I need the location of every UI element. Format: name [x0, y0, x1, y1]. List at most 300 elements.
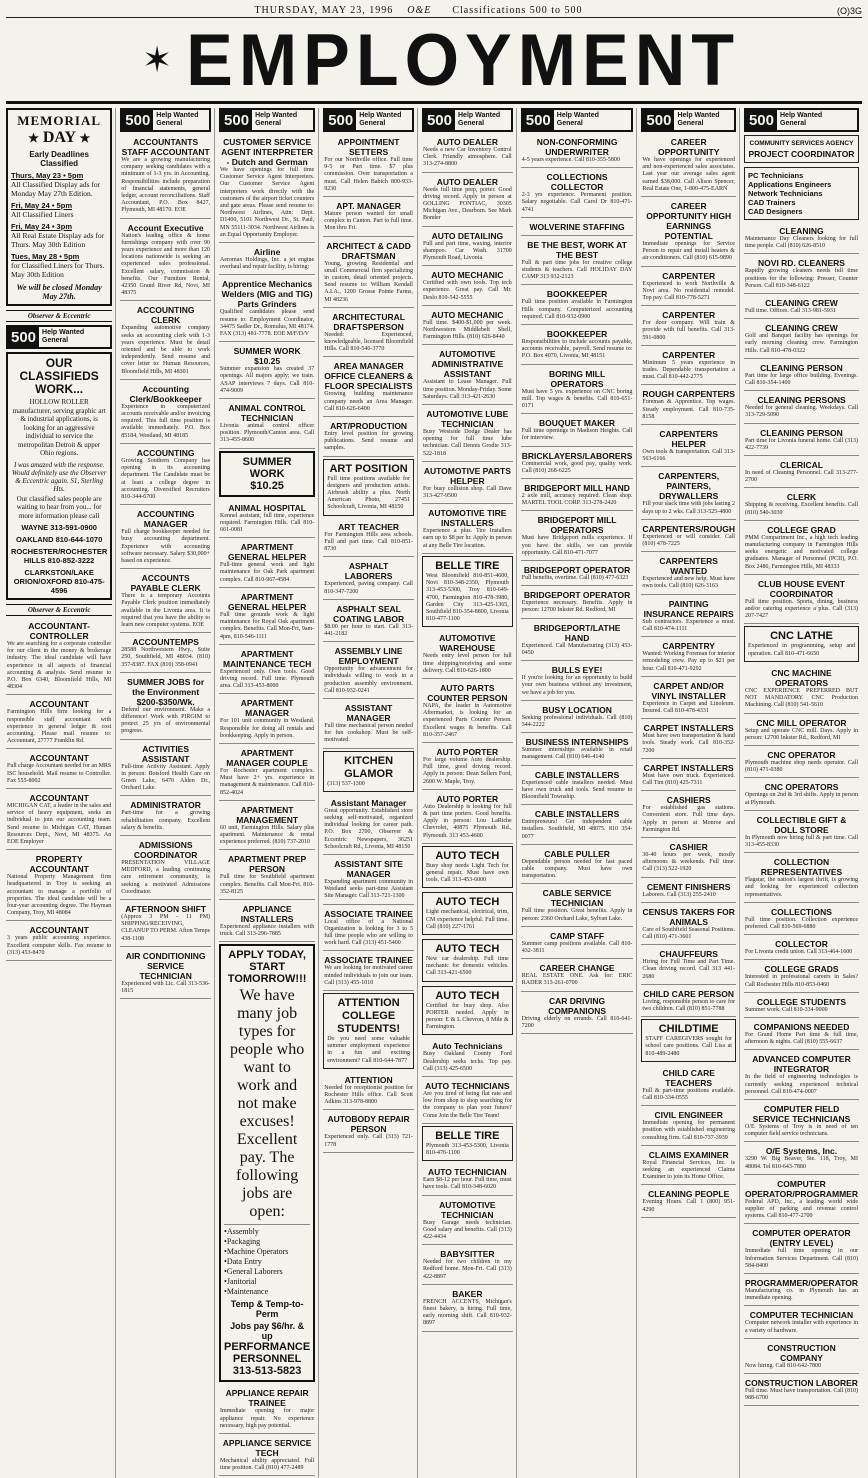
- ad-body: NAPA, the leader in Automotive Aftermarket, is looking for an experienced Parts Counter Person. Excellent wages & benefits. Call 810-357-2467: [422, 702, 512, 738]
- ad-body: (313) 537-1300: [327, 780, 365, 787]
- section-label-line2: General: [156, 120, 183, 127]
- memorial-day-word: DAY: [42, 129, 76, 146]
- classified-ad: [641, 1066, 736, 1106]
- ad-body: Full time position. Great benefits. Apply in person: 2360 Orchard Lake, Sylvan Lake.: [521, 908, 633, 922]
- feature-list-item: • General Laborers: [224, 1267, 310, 1277]
- ad-body: Expanding automotive company seeks an accounting clerk with 1-3 years experience. Must be detail oriented and be able to work independently. Send resume and cover letter to: Human Resources, Bloomfield Hills, MI 48301: [121, 325, 211, 375]
- ad-body: Openings on 2nd & 3rd shifts. Apply in person at Plymouth.: [744, 792, 858, 806]
- ad-body: Minimum 5 years experience in trades. Dependable transportation a must. Call 810-442-2775: [642, 359, 735, 381]
- classified-ad: [521, 220, 634, 236]
- classified-ad: [521, 327, 634, 365]
- classified-ad: [422, 792, 513, 844]
- ad-body: Full time position. Collection experience preferred. Call 810-569-6880: [744, 916, 858, 930]
- ad-body: Immediate opening for permanent position with established engineering consulting firm. Call 810-737-3939: [642, 1120, 735, 1141]
- classified-ad: [641, 135, 736, 197]
- ad-title: ACCOUNTANT: [29, 793, 89, 804]
- ad-title: COLLECTIONS: [771, 906, 832, 917]
- ad-body: Are you tired of being flat rate and low from shop to shop searching for the company to plan your future? Come Join the Belle Tire Team!: [422, 1091, 512, 1119]
- section-number: 500: [424, 110, 455, 130]
- section-label-line2: General: [458, 120, 485, 127]
- ad-body: Full time positions available for designers and production artists. Airbrush ability a plus. North American Photo, 27451 Schoolcraft, Livonia, MI 48150: [327, 475, 410, 511]
- classified-ad: [323, 359, 414, 417]
- section-label: [153, 112, 198, 128]
- ad-title: AUTO DEALER: [436, 137, 498, 147]
- ad-title: WOLVERINE STAFFING: [529, 221, 625, 232]
- header-date: [6, 5, 831, 16]
- ad-title: ART POSITION: [329, 462, 408, 475]
- ad-title: AUTOBODY REPAIR PERSON: [327, 1114, 410, 1135]
- ad-title: ACCOUNTANT-CONTROLLER: [28, 621, 90, 641]
- ad-body: Part-time for a growing rehabilitation company. Excellent salary & benefits.: [121, 810, 211, 831]
- page-number: (O)3G: [836, 5, 862, 16]
- ad-title: ACCOUNTANT: [29, 699, 89, 710]
- ad-title: ASSEMBLY LINE EMPLOYMENT: [334, 646, 403, 667]
- classified-ad: [744, 780, 859, 810]
- ad-body: Care of Southfield Seasonal Positions. Call (810) 471-3601: [642, 926, 735, 940]
- ad-body: Fill your slack time with jobs lasting 2 days up to 2 wks. Call 313-525-4800: [642, 501, 735, 515]
- classified-ad: [521, 367, 634, 415]
- ad-body: For our Northville office. Full time 9-5 or Part time. $7 plus commission. Over transportation a must. Call Helen Babich 800-933-9230: [324, 157, 413, 192]
- classified-ad: [521, 588, 634, 618]
- ad-title: COLLECTIONS COLLECTOR: [546, 172, 608, 193]
- classified-ad: [641, 840, 736, 878]
- ad-title: AUTO DEALER: [436, 176, 498, 187]
- ad-title: ART TEACHER: [338, 521, 400, 532]
- promo-phone: CLARKSTON/LAKE ORION/OXFORD 810-475-4596: [13, 568, 105, 595]
- ad-title: COMPANIONS NEEDED: [753, 1021, 850, 1032]
- ad-body: Foreman & Apprentice. Top wages. Steady employment. Call 810-735-8158: [642, 399, 735, 420]
- ad-title: CNC LATHE: [770, 630, 833, 643]
- ad-title: CARPENTERS, PAINTERS, DRYWALLERS: [658, 471, 720, 502]
- classified-ad: [744, 1341, 859, 1374]
- ad-title: BABYSITTER: [440, 1249, 495, 1260]
- ad-body: Part time for large office building. Evenings. Call 810-354-1400: [744, 372, 858, 387]
- section-label: [455, 112, 500, 128]
- deadline-what: for Classified Liners for Thurs. May 30th Edition: [11, 261, 105, 279]
- classified-ad: [641, 1148, 736, 1186]
- ad-body: Summer expansion has created 37 openings. All majors apply; we train. ASAP interviews 7 days. Call 810-474-9009: [220, 366, 315, 394]
- ad-title: CARPENTER: [662, 310, 716, 321]
- section-label: [777, 112, 822, 128]
- ad-body: Driving elderly on errands. Call 810-641-7200: [521, 1015, 633, 1029]
- ad-title: ASSOCIATE TRAINEE: [324, 955, 413, 966]
- ad-body: Full-time Activity Assistant. Apply in person: Botsford Health Care on Green Lake, 6470 Alden Dr., Orchard Lake.: [121, 763, 211, 792]
- ad-list: [641, 135, 736, 1218]
- classified-ad: [422, 1079, 513, 1124]
- ad-title: BOOKKEEPER: [546, 329, 608, 340]
- ad-title: CARPENTER: [662, 270, 716, 281]
- ad-body: Must have Bridgeport mills experience. If you have the skills, we can provide opportunity. Call 810-471-7077: [521, 535, 633, 556]
- ad-title: AUTOMOTIVE TIRE INSTALLERS: [428, 508, 507, 529]
- ad-title: ANIMAL HOSPITAL: [228, 502, 306, 513]
- classified-ad: [744, 666, 859, 714]
- section-number: 500: [8, 327, 39, 347]
- ad-body: Laborers. Call (313) 255-2410: [642, 891, 716, 898]
- ad-title: BUSINESS INTERNSHIPS: [525, 737, 629, 748]
- column-2: [120, 108, 215, 1478]
- ad-body: Experienced cable installers needed. Must have own truck and tools. Send resume to Bloomfield Township.: [521, 779, 633, 800]
- feature-phone: 313-513-5823: [232, 1365, 302, 1378]
- classified-ad: [641, 639, 736, 677]
- section-header: [521, 108, 634, 132]
- classified-ad: [120, 135, 211, 219]
- ad-title: CUSTOMER SERVICE AGENT INTERPRETER - Dutch and German: [221, 137, 314, 167]
- ad-body: 30-40 hours per week, mostly afternoons & weekends. Full time. Call (313) 522-1920: [642, 851, 735, 873]
- feature-list: [224, 1227, 310, 1297]
- classified-ad: [120, 303, 211, 379]
- feature-list-item: • Maintenance: [224, 1287, 310, 1297]
- classified-ad: [323, 701, 414, 749]
- classified-ad: [422, 175, 513, 227]
- feature-pay: Jobs pay $6/hr. & up: [230, 1321, 305, 1342]
- ad-title: BRICKLAYERS/LABORERS: [521, 450, 633, 461]
- ad-title: Auto Technicians: [432, 1041, 503, 1052]
- ad-title: CAREER OPPORTUNITY: [657, 137, 720, 157]
- classified-ad: [744, 1308, 859, 1338]
- classified-ad: [521, 170, 634, 218]
- ad-title: CIVIL ENGINEER: [654, 1110, 723, 1121]
- ad-body: Experience necessary. Benefits. Apply in person: 12700 Inkster Rd. Redford, MI: [521, 600, 633, 614]
- ad-body: 3 years public accounting experience. Excellent computer skills. Fax resume to (313) 453-8470: [7, 935, 112, 956]
- ad-title: APPLIANCE SERVICE TECH: [222, 1437, 312, 1458]
- section-header: [641, 108, 736, 132]
- ad-body: Plymouth machine shop needs operator. Call (810) 471-0380: [744, 759, 858, 774]
- section-label-line1: Help Wanted: [359, 112, 402, 119]
- ad-title: CABLE INSTALLERS: [534, 769, 620, 780]
- ad-body: 28588 Northwestern Hwy., Suite 250, Southfield, MI 48034. (810) 357-8387. FAX (810) 358-0941: [121, 647, 211, 668]
- classified-ad: [744, 224, 859, 254]
- ad-title: CNC OPERATOR: [767, 749, 836, 760]
- classified-ad: [422, 846, 513, 889]
- ad-title: ASPHALT SEAL COATING LABOR: [333, 603, 405, 624]
- classified-ad: [422, 229, 513, 267]
- ad-body: Plymouth 313-453-5300, Livonia 810-476-1100: [425, 1142, 509, 1157]
- ad-title: ARCHITECTURAL DRAFTSPERSON: [332, 311, 405, 332]
- classified-ad: [422, 1198, 513, 1246]
- ad-body: Commercial work, good pay, quality work. Call (810) 268-6225: [521, 460, 633, 474]
- feature-title: SUMMER WORK: [242, 455, 292, 480]
- ad-body: For Farmington Hills area schools. Full and part time. Call 810-851-8730: [324, 531, 413, 553]
- ad-body: Now hiring. Call 810-642-7800: [744, 1362, 821, 1369]
- classified-ad: [641, 947, 736, 985]
- classified-ad: [641, 1187, 736, 1217]
- classified-ad: [641, 554, 736, 594]
- section-label-line2: General: [677, 120, 704, 127]
- ad-title: CARPENTERS WANTED: [659, 556, 718, 577]
- ad-body: STAFF CAREGIVERS sought for school care positions. Call Lisa at 810-489-2480: [645, 1036, 732, 1057]
- ad-title: AUTOMOTIVE TECHNICIAN: [439, 1199, 496, 1220]
- ad-title: COLLEGE STUDENTS: [756, 996, 847, 1007]
- ad-title: CNC MACHINE OPERATORS: [771, 667, 832, 688]
- classified-ad: [521, 287, 634, 325]
- section-number: 500: [221, 110, 252, 130]
- ad-list: [744, 224, 859, 1406]
- ad-title: APARTMENT GENERAL HELPER: [227, 542, 307, 563]
- ad-body: Young, growing Residential and small Commercial firm specializing in custom, detail oriented projects. Send resume to: William Kendall A.I.A., 1200 Grosse Pointe Farms, MI 48236: [324, 260, 413, 303]
- integrator-item: CAD Trainers: [747, 198, 796, 207]
- ad-body: Royal Financial Services, Inc. is seeking an experienced Claims Examiner to join its Home Office.: [642, 1159, 735, 1181]
- classified-ad: [521, 621, 634, 661]
- ad-body: Nation's leading office & home furnishings company with over 90 years experience and more than 120 locations nationwide is seeking an experienced sales professional. Excellent salary, commission & benefits. Our Furniture Rental, 42350 Grand River Rd, Novi, MI 48375: [121, 232, 211, 297]
- classified-ad: [641, 1019, 736, 1062]
- classified-ad: [422, 892, 513, 935]
- ad-body: Auto Dealership is looking for full & part time porters. Good benefits. Apply in person: Lou LaRiche Chevrolet, 40875 Plymouth Rd., Plymouth. 313 453-4600: [422, 803, 512, 839]
- ad-body: Responsibilities to include accounts payable, accounts receivable, payroll. Send resume to: P.O. Box 4070, Livonia, MI 48151: [521, 339, 633, 360]
- ad-title: CABLE SERVICE TECHNICIAN: [542, 888, 612, 909]
- classified-ad: [422, 939, 513, 982]
- ad-title: CABLE INSTALLERS: [534, 809, 620, 820]
- classified-ad: [521, 416, 634, 446]
- classified-ad: [323, 310, 414, 358]
- ad-title: CARPENTRY: [662, 641, 715, 652]
- ad-body: Entrepreneurs! Get independent cable installers. Southfield, MI 48075. 810 354-0077: [521, 819, 633, 840]
- classified-ad: [521, 847, 634, 885]
- feature-list-item: • Packaging: [224, 1237, 310, 1247]
- classified-ad: [120, 571, 211, 633]
- memorial-day-notice: [6, 108, 112, 306]
- ad-title: CNC OPERATORS: [764, 782, 839, 793]
- column-7: [641, 108, 740, 1478]
- classified-ad: [641, 793, 736, 838]
- ad-title: ACCOUNTING MANAGER: [136, 509, 195, 530]
- ad-body: In need of Cleaning Personnel. Call 313-277-2700: [744, 470, 858, 484]
- classified-ad: [6, 619, 112, 695]
- section-label-line1: Help Wanted: [42, 329, 85, 336]
- ad-title: Airline: [253, 247, 281, 258]
- ad-body: Busy Garage needs technician. Good salary and benefits. Call (313) 422-4434: [422, 1219, 512, 1241]
- ad-title: COMPUTER OPERATOR/PROGRAMMER: [744, 1178, 858, 1199]
- section-header: [323, 108, 414, 132]
- ad-title: COMPUTER OPERATOR (ENTRY LEVEL): [752, 1228, 851, 1249]
- classified-ad: [120, 382, 211, 444]
- ad-body: Opportunity for advancement for individuals willing to work in a production assembly environment. Call 810-932-0241: [324, 666, 413, 694]
- classified-ad: [323, 993, 414, 1069]
- ad-title: BRIDGEPORT/LATHE HAND: [533, 622, 621, 643]
- classified-ad: [219, 902, 315, 942]
- column-5: [422, 108, 517, 1478]
- classified-ad: [422, 407, 513, 462]
- classified-ad: [521, 886, 634, 926]
- classified-ad: [744, 1276, 859, 1306]
- classified-ad: [219, 540, 315, 588]
- ad-title: ASSISTANT SITE MANAGER: [334, 858, 403, 879]
- ad-body: Needs full time prep, porter. Good driving record. Apply in person at GOLLING PONTIAC, 30305 Michigan Ave., Dearborn. See Mark Bonder: [422, 186, 512, 222]
- classified-ad: [219, 501, 315, 539]
- ad-body: PRESENTATION VILLAGE MEDFORD, a leading continuing care retirement community, is seeking a motivated Admissions Coordinator.: [121, 859, 211, 895]
- ad-body: Full time grounds work & light maintenance for Royal Oak apartment complex. Benefits. Call Mon-Fri, 9am-4pm, 810-546-1111: [220, 611, 315, 640]
- ad-body: Needs entry level person for full time shipping/receiving and some delivery. Call 810-626-1800: [422, 653, 512, 674]
- classified-ad: [219, 135, 315, 243]
- integrator-list-feature: [744, 167, 859, 220]
- newspaper-logo: Observer & Eccentric: [6, 310, 112, 322]
- page-header: [6, 4, 862, 18]
- integrator-item: Network Technicians: [747, 189, 823, 198]
- ad-title: Accounting Clerk/Bookkeeper: [129, 383, 202, 404]
- paper-name: O&E: [407, 5, 432, 16]
- ad-title: APARTMENT MANAGEMENT: [236, 804, 299, 825]
- classified-ad: [641, 269, 736, 307]
- classified-ad: [323, 239, 414, 308]
- feature-list-item: • Machine Operators: [224, 1247, 310, 1257]
- classified-ad: [641, 469, 736, 519]
- section-number: 500: [643, 110, 674, 130]
- ad-title: COLLEGE GRADS: [764, 964, 839, 975]
- ad-body: We are searching for a corporate controller for our client in the money & brokerage industry. The ideal candidate will have experience in all aspects of financial accounting & analysis. Send resume to P.O. Box 6340, Bloomfield Hills, MI 48304: [7, 641, 112, 691]
- ad-title: CLEANING PERSON: [760, 427, 843, 438]
- integrator-item: CAD Designers: [747, 207, 803, 216]
- ad-body: Sub contractors. Experience a must. Call 810-474-1111: [642, 618, 735, 632]
- ad-title: Apprentice Mechanics Welders (MIG and TIG) Parts Grinders: [221, 279, 313, 310]
- classified-ad: [521, 135, 634, 168]
- ad-body: For 101 unit community in Westland. Responsible for doing all rentals and bookkeeping. Apply in person.: [220, 718, 315, 739]
- classified-ad: [120, 446, 211, 505]
- classified-ad: [323, 602, 414, 642]
- classified-ad: [323, 644, 414, 699]
- section-label-line1: Help Wanted: [255, 112, 298, 119]
- ad-body: Expanding apartment community in Westland seeks part-time Assistant Site Manager. Call 313-721-1300: [324, 878, 413, 900]
- classified-ad: [120, 798, 211, 836]
- ad-title: APARTMENT PREP PERSON: [227, 854, 307, 875]
- ad-body: Full time. $400-$1,000 per week. Northwestern Middlebelt Shell, Farmington Hills. (810) 626-8440: [422, 319, 512, 341]
- employment-banner: [6, 18, 862, 104]
- classified-ad: [422, 1247, 513, 1285]
- classified-ad: [744, 458, 859, 488]
- ad-title: AUTOMOTIVE WAREHOUSE: [439, 633, 496, 654]
- classified-ad: [521, 513, 634, 561]
- ad-body: 60 unit, Farmington Hills. Salary plus apartment. Maintenance & rental experience preferred. (810) 737-2010: [220, 824, 315, 846]
- ad-body: 3290 W. Big Beaver, Ste. 118, Troy, MI 48084. Tel 810-643-7880: [744, 1156, 858, 1170]
- classified-ad: [120, 742, 211, 797]
- ad-body: Experienced and new help. Must have own tools. Call (810) 626-3163: [642, 576, 735, 590]
- ad-body: We are looking for motivated career minded individuals to join our team. Call (313) 455-1010: [324, 965, 413, 986]
- ad-title: NON-CONFORMING UNDERWRITER: [536, 137, 618, 157]
- classified-ad: [641, 308, 736, 346]
- classified-ad: [744, 490, 859, 520]
- classified-ad: [744, 256, 859, 294]
- ad-body: Full time position. Sports, dining, business and/or catering experience a plus. Call (313) 207-7427: [744, 598, 858, 620]
- feature-pay: $10.25: [250, 479, 284, 492]
- star-icon: ✶: [141, 39, 173, 80]
- ad-body: Full time mechanical person needed for fun cookshop. Must be self-motivated.: [324, 722, 413, 744]
- classified-ad: [641, 880, 736, 903]
- ad-body: Kennel assistant, full time, experience required. Farmington Hills. Call 810-661-0081: [220, 512, 315, 534]
- classified-ad: [521, 238, 634, 286]
- ad-body: Local office of a National Organization is looking for 3 to 5 full time people who are willing to work hard. Call (313) 451-5400: [324, 918, 413, 947]
- classified-ad: [6, 791, 112, 850]
- ad-body: Needed: Experienced, knowledgeable, licensed Bloomfield Hills. Call 810-540-3770: [324, 331, 413, 353]
- promo-phone: WAYNE 313-591-0900: [21, 523, 97, 532]
- ad-body: For Rochester apartment complex. Must have 2+ yrs. experience in management & maintenance. Call 810-852-4024: [220, 767, 315, 796]
- deadline-item: [11, 171, 107, 198]
- ad-title: Account Executive: [127, 222, 204, 233]
- ad-body: For Livonia credit union. Call 313-464-1600: [744, 949, 853, 956]
- ad-title: BE THE BEST, WORK AT THE BEST: [527, 239, 627, 260]
- ad-title: ASPHALT LABORERS: [344, 561, 393, 582]
- closing-note: We will be closed Monday May 27th.: [16, 283, 102, 301]
- deadline-what: All Classified Liners: [11, 210, 74, 219]
- ad-title: BRIDGEPORT MILL OPERATORS: [537, 515, 617, 536]
- classified-ad: [6, 923, 112, 961]
- section-label: [39, 329, 84, 345]
- ad-body: Full time for Southfield apartment complex. Benefits. Call Mon-Fri. 810-352-8125: [220, 874, 315, 895]
- ad-title: PAINTING INSURANCE REPAIRS: [643, 598, 734, 619]
- ad-body: Experience in Carpet and Linoleum. Insured. Call 810-478-4331: [642, 700, 735, 714]
- ad-title: ROUGH CARPENTERS: [642, 389, 735, 400]
- ad-body: Full & part time jobs for creative college students & teachers. Call HOLIDAY DAY CAMP 313 932-2123: [521, 259, 633, 281]
- ad-body: Summer camp positions available. Call 810-432-3811: [521, 940, 633, 954]
- ad-title: CAREER CHANGE: [539, 963, 615, 974]
- ad-body: For door company. Will train & provide with full benefits. Call 313-591-0800: [642, 320, 735, 341]
- deadline-item: [11, 252, 107, 279]
- ad-title: BULLS EYE!: [551, 665, 603, 676]
- section-header: [120, 108, 211, 132]
- ad-body: Wanted: Working Foreman for interior remodeling crew. Pay up to $21 per hour. Call 810-471-9292: [642, 651, 735, 672]
- section-label-line2: General: [556, 120, 583, 127]
- classified-ad: [521, 768, 634, 806]
- ad-body: Manufacturing co. in Plymouth has an immediate opening.: [744, 1288, 858, 1302]
- banner-title: EMPLOYMENT: [186, 18, 741, 101]
- ad-body: For large volume Auto dealership. Full time, good driving record. Apply in person: Dean Sellers Ford, 2600 W. Maple, Troy.: [422, 756, 512, 785]
- deadline-when: Fri, May 24 • 3pm: [11, 222, 72, 231]
- integrator-item: Applications Engineers: [747, 180, 832, 189]
- classified-ad: [323, 796, 414, 855]
- classified-ad: [744, 1376, 859, 1406]
- section-label-line1: Help Wanted: [156, 112, 199, 119]
- classified-ad: [422, 464, 513, 504]
- classified-ad: [120, 949, 211, 999]
- classified-ad: [521, 663, 634, 701]
- ad-body: Setup and operate CNC mill. Days. Apply in person: 12700 Inkster Rd., Redford, MI: [744, 727, 858, 741]
- section-label-line1: Help Wanted: [780, 112, 823, 119]
- classified-ad: [744, 523, 859, 575]
- ad-title: CEMENT FINISHERS: [646, 881, 731, 892]
- ad-body: Assistant to Lease Manager. Full time position. Monday-Friday. Some Saturdays. Call 313-421-2630: [422, 379, 512, 400]
- classified-ad: [521, 481, 634, 511]
- ad-body: Busy Westside Dodge Dealer has opening for full time lube technician. Call Dennis Grodie 313-522-1818: [422, 429, 512, 457]
- ad-title: BAKER: [452, 1288, 483, 1299]
- ad-body: Experienced only. Own tools. Good driving record. Full time. Plymouth area. Call 313-453-8000: [220, 668, 315, 690]
- section-number: 500: [746, 110, 777, 130]
- ad-body: Growing Southern Company has opening in its accounting department. The Candidate must be at least a college degree in accounting. Diversified Recruiters 810-344-6700: [121, 457, 211, 500]
- classified-ad: [422, 268, 513, 306]
- ad-body: Seeking professional individuals. Call (810) 344-2222: [521, 714, 633, 728]
- classified-ad: [6, 852, 112, 921]
- ad-title: ACCOUNTING: [136, 447, 195, 458]
- star-icon: ★: [28, 131, 39, 145]
- our-classifieds-promo: [6, 352, 112, 600]
- classifications-range: Classifications 500 to 500: [452, 5, 583, 16]
- ad-body: Hiring for Full Time and Part Time. Clean driving record. Call 313 441-2680: [642, 959, 735, 980]
- ad-body: Needed for two children in my Redford home. Mon-Fri. Call (313) 422-8897: [422, 1259, 512, 1280]
- ad-body: Immediate full time opening in our Information Services Department. Call (810) 584-8400: [744, 1248, 858, 1269]
- classified-ad: [521, 449, 634, 479]
- section-number: 500: [122, 110, 153, 130]
- ad-title: AUTOMOTIVE LUBE TECHNICIAN: [426, 409, 509, 430]
- ad-body: Immediate openings for Service Person to repair and install heaters & air conditioners. Call (810) 615-9890: [642, 241, 735, 262]
- classified-ad: [323, 199, 414, 237]
- classified-ad: [422, 506, 513, 554]
- classified-ad: [120, 507, 211, 569]
- classified-ad: [744, 361, 859, 391]
- classified-ad: [744, 426, 859, 456]
- classified-ad: [422, 986, 513, 1036]
- ad-title: ATTENTION COLLEGE STUDENTS!: [337, 996, 401, 1035]
- ad-title: ACCOUNTS PAYABLE CLERK: [130, 573, 201, 594]
- ad-body: Experienced or will consider. Call (810) 478-7225: [642, 533, 735, 548]
- ad-title: CLEANING PERSONS: [757, 395, 846, 406]
- ad-title: COMPUTER TECHNICIAN: [749, 1310, 854, 1321]
- column-3: [219, 108, 319, 1478]
